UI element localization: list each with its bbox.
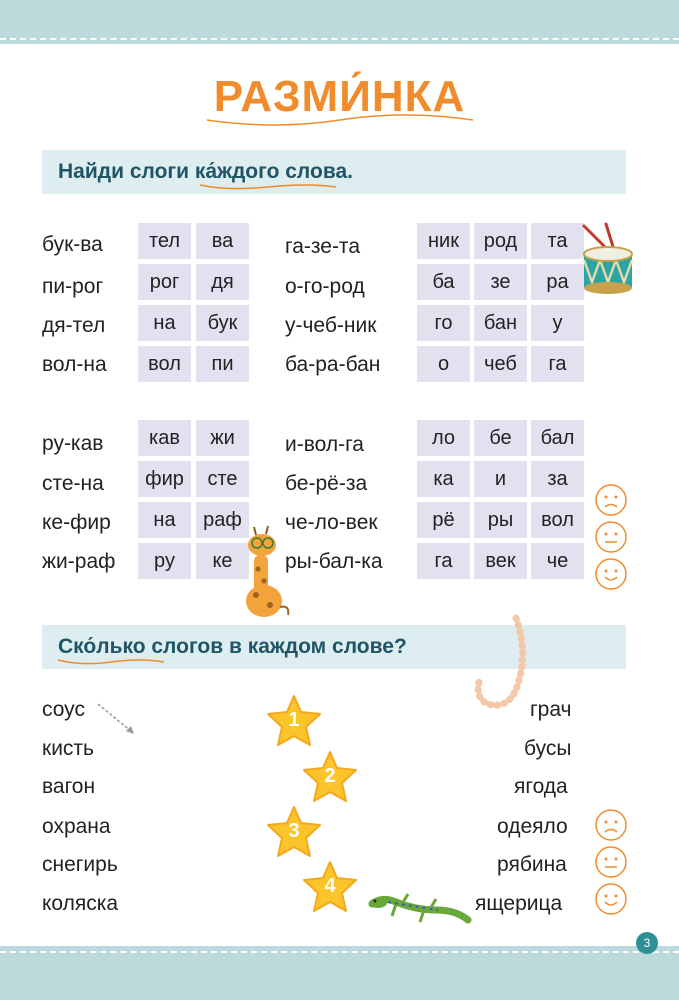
syllable-cell[interactable]: ры: [474, 502, 527, 538]
syllable-cell[interactable]: жи: [196, 420, 249, 456]
syllable-cell[interactable]: ка: [417, 461, 470, 497]
word: бусы: [524, 737, 572, 760]
syllable-cell[interactable]: ник: [417, 223, 470, 259]
syllable-cell[interactable]: фир: [138, 461, 191, 497]
word: соус: [42, 698, 85, 721]
word: га-зе-та: [285, 235, 360, 258]
syllable-cell[interactable]: бан: [474, 305, 527, 341]
star-badge[interactable]: [265, 694, 323, 748]
word: ягода: [514, 775, 568, 798]
syllable-cell[interactable]: кав: [138, 420, 191, 456]
syllable-cell[interactable]: тел: [138, 223, 191, 259]
syllable-cell[interactable]: о: [417, 346, 470, 382]
word: грач: [530, 698, 572, 721]
syllable-cell[interactable]: и: [474, 461, 527, 497]
top-stitch-line: [0, 38, 679, 40]
top-border-band: [0, 0, 679, 44]
word: дя-тел: [42, 314, 106, 337]
word: охрана: [42, 815, 111, 838]
syllable-cell[interactable]: вол: [138, 346, 191, 382]
word: бе-рё-за: [285, 472, 368, 495]
syllable-cell[interactable]: рог: [138, 264, 191, 300]
beads-illustration: [470, 612, 534, 716]
neutral-face-icon[interactable]: [594, 520, 628, 554]
syllable-cell[interactable]: век: [474, 543, 527, 579]
syllable-cell[interactable]: ру: [138, 543, 191, 579]
syllable-cell[interactable]: род: [474, 223, 527, 259]
example-arrow: [96, 700, 140, 740]
syllable-cell[interactable]: ра: [531, 264, 584, 300]
drum-illustration: [580, 222, 636, 296]
word: одеяло: [497, 815, 568, 838]
word: вол-на: [42, 353, 107, 376]
word: вагон: [42, 775, 96, 798]
section1-heading: Найди слоги ка́ждого слова.: [58, 160, 353, 183]
word: ба-ра-бан: [285, 353, 381, 376]
syllable-cell[interactable]: ке: [196, 543, 249, 579]
syllable-cell[interactable]: вол: [531, 502, 584, 538]
word: о-го-род: [285, 275, 365, 298]
syllable-cell[interactable]: га: [417, 543, 470, 579]
syllable-cell[interactable]: зе: [474, 264, 527, 300]
syllable-cell[interactable]: бук: [196, 305, 249, 341]
syllable-cell[interactable]: у: [531, 305, 584, 341]
syllable-cell[interactable]: та: [531, 223, 584, 259]
giraffe-illustration: [232, 525, 296, 621]
star-badge[interactable]: [301, 750, 359, 804]
sad-face-icon[interactable]: [594, 483, 628, 517]
word: ящерица: [475, 892, 563, 915]
word: кисть: [42, 737, 94, 760]
word: рябина: [497, 853, 567, 876]
section2-accent-underline: [56, 658, 166, 666]
bottom-border-band: [0, 946, 679, 1000]
word: и-вол-га: [285, 433, 364, 456]
word: коляска: [42, 892, 119, 915]
star-number: 4: [324, 875, 336, 897]
syllable-cell[interactable]: бал: [531, 420, 584, 456]
syllable-cell[interactable]: за: [531, 461, 584, 497]
section1-accent-underline: [198, 183, 338, 191]
word: ке-фир: [42, 511, 111, 534]
syllable-cell[interactable]: га: [531, 346, 584, 382]
syllable-cell[interactable]: рё: [417, 502, 470, 538]
word: жи-раф: [42, 550, 116, 573]
syllable-cell[interactable]: ба: [417, 264, 470, 300]
lizard-illustration: [368, 890, 472, 930]
syllable-cell[interactable]: пи: [196, 346, 249, 382]
word: че-ло-век: [285, 511, 378, 534]
syllable-cell[interactable]: ло: [417, 420, 470, 456]
star-number: 3: [288, 820, 300, 842]
word: сте-на: [42, 472, 104, 495]
page-number: 3: [636, 932, 658, 954]
syllable-cell[interactable]: го: [417, 305, 470, 341]
happy-face-icon[interactable]: [594, 882, 628, 916]
star-number: 1: [288, 709, 300, 731]
syllable-cell[interactable]: че: [531, 543, 584, 579]
syllable-cell[interactable]: ва: [196, 223, 249, 259]
sad-face-icon[interactable]: [594, 808, 628, 842]
word: снегирь: [42, 853, 118, 876]
word: бук-ва: [42, 233, 103, 256]
word: у-чеб-ник: [285, 314, 377, 337]
word: ры-бал-ка: [285, 550, 383, 573]
syllable-cell[interactable]: на: [138, 502, 191, 538]
star-number: 2: [324, 765, 336, 787]
star-badge[interactable]: [301, 860, 359, 914]
syllable-cell[interactable]: сте: [196, 461, 249, 497]
bottom-stitch-line: [0, 951, 679, 953]
star-badge[interactable]: [265, 805, 323, 859]
word: ру-кав: [42, 432, 104, 455]
neutral-face-icon[interactable]: [594, 845, 628, 879]
happy-face-icon[interactable]: [594, 557, 628, 591]
section2-heading: Ско́лько слогов в каждом слове?: [58, 635, 407, 658]
syllable-cell[interactable]: чеб: [474, 346, 527, 382]
page-title: РАЗМИ́НКА: [213, 72, 466, 121]
syllable-cell[interactable]: дя: [196, 264, 249, 300]
syllable-cell[interactable]: на: [138, 305, 191, 341]
word: пи-рог: [42, 275, 104, 298]
title-swoosh-decoration: [205, 110, 475, 128]
syllable-cell[interactable]: бе: [474, 420, 527, 456]
syllable-cell[interactable]: раф: [196, 502, 249, 538]
